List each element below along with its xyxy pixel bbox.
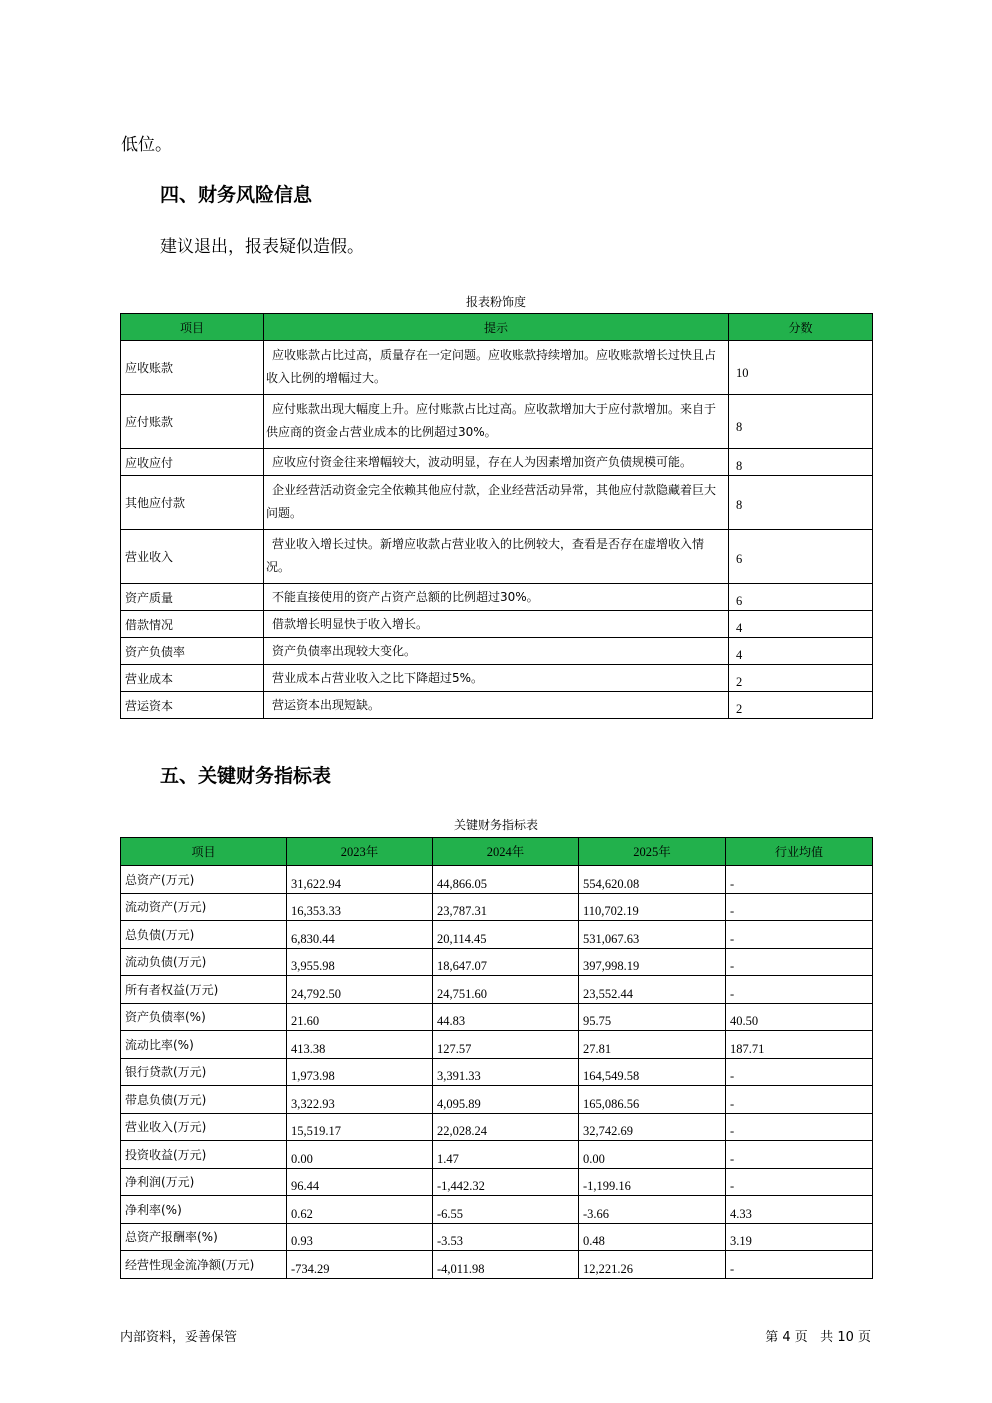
metric-value-cell: -3.66 [579,1196,726,1224]
metric-value-cell: 1.47 [433,1141,579,1169]
hint-text: 企业经营活动资金完全依赖其他应付款，企业经营活动异常，其他应付款隐藏着巨大问题。 [266,483,717,520]
metric-name-cell: 营业收入(万元) [121,1113,287,1141]
table-row [121,1223,873,1251]
hint-cell [264,638,729,665]
metric-value-cell: - [726,948,873,976]
metric-value-cell: 18,647.07 [433,948,579,976]
metric-name-cell: 净利率(%) [121,1196,287,1224]
table-row [121,976,873,1004]
metric-value-cell: - [726,1113,873,1141]
metric-value-cell: 3,391.33 [433,1058,579,1086]
metric-value-cell: 24,751.60 [433,976,579,1004]
hint-cell [264,692,729,719]
metric-value-cell: - [726,921,873,949]
header-cell: 行业均值 [726,838,873,866]
metric-value-cell: -1,199.16 [579,1168,726,1196]
metric-value-cell: 24,792.50 [287,976,433,1004]
metric-value-cell: 15,519.17 [287,1113,433,1141]
header-cell: 2025年 [579,838,726,866]
score-cell: 8 [729,476,873,530]
metric-value-cell: 165,086.56 [579,1086,726,1114]
hint-text: 不能直接使用的资产占资产总额的比例超过30%。 [272,590,539,604]
metric-name-cell: 资产负债率(%) [121,1003,287,1031]
metric-value-cell: 3,322.93 [287,1086,433,1114]
item-cell: 营业收入 [121,530,264,584]
metric-value-cell: - [726,866,873,894]
metric-value-cell: 397,998.19 [579,948,726,976]
item-cell: 其他应付款 [121,476,264,530]
hint-cell [264,530,729,584]
hint-text: 营运资本出现短缺。 [272,698,381,712]
table-row [121,665,873,692]
hint-cell [264,449,729,476]
metric-value-cell: - [726,893,873,921]
whitewash-table [120,313,873,719]
score-cell: 2 [729,665,873,692]
table-caption-key-metrics: 关键财务指标表 [453,818,538,832]
metric-name-cell: 总资产报酬率(%) [121,1223,287,1251]
header-cell: 2024年 [433,838,579,866]
table-row [121,1058,873,1086]
hint-text: 营业成本占营业收入之比下降超过5%。 [272,671,484,685]
metric-value-cell: 23,787.31 [433,893,579,921]
item-cell: 资产负债率 [121,638,264,665]
table-row [121,692,873,719]
item-cell: 应付账款 [121,395,264,449]
metric-value-cell: -4,011.98 [433,1251,579,1279]
table-row [121,948,873,976]
section-heading-risk: 四、财务风险信息 [160,184,313,206]
table-header-row [121,314,873,341]
table-caption-whitewash: 报表粉饰度 [465,295,526,309]
item-cell: 营运资本 [121,692,264,719]
metric-value-cell: - [726,1058,873,1086]
metric-value-cell: - [726,1251,873,1279]
metric-value-cell: 0.00 [287,1141,433,1169]
header-cell: 2023年 [287,838,433,866]
metric-value-cell: 6,830.44 [287,921,433,949]
table-row [121,530,873,584]
table-row [121,638,873,665]
hint-cell [264,395,729,449]
metric-name-cell: 所有者权益(万元) [121,976,287,1004]
metric-value-cell: 31,622.94 [287,866,433,894]
metric-value-cell: 12,221.26 [579,1251,726,1279]
table-row [121,395,873,449]
metric-value-cell: - [726,1086,873,1114]
metric-value-cell: -3.53 [433,1223,579,1251]
header-cell: 项目 [121,838,287,866]
hint-text: 资产负债率出现较大变化。 [272,644,417,658]
score-cell: 10 [729,341,873,395]
table-row [121,1003,873,1031]
score-cell: 4 [729,611,873,638]
metric-value-cell: 413.38 [287,1031,433,1059]
metric-value-cell: 0.00 [579,1141,726,1169]
score-cell: 6 [729,584,873,611]
metric-value-cell: 0.48 [579,1223,726,1251]
item-cell: 应收账款 [121,341,264,395]
metric-name-cell: 带息负债(万元) [121,1086,287,1114]
metric-value-cell: 16,353.33 [287,893,433,921]
metric-value-cell: - [726,1168,873,1196]
metric-value-cell: 531,067.63 [579,921,726,949]
metric-value-cell: 187.71 [726,1031,873,1059]
metric-value-cell: 20,114.45 [433,921,579,949]
metric-value-cell: 110,702.19 [579,893,726,921]
hint-cell [264,611,729,638]
score-cell: 4 [729,638,873,665]
table-row [121,611,873,638]
metric-value-cell: 96.44 [287,1168,433,1196]
metric-value-cell: -6.55 [433,1196,579,1224]
item-cell: 营业成本 [121,665,264,692]
metric-value-cell: - [726,976,873,1004]
header-cell: 提示 [264,314,729,341]
table-row [121,584,873,611]
table-row [121,1196,873,1224]
metric-value-cell: - [726,1141,873,1169]
key-metrics-table [120,837,873,1279]
footer-page-number: 第 4 页 共 10 页 [765,1330,871,1345]
metric-name-cell: 银行贷款(万元) [121,1058,287,1086]
footer-confidential: 内部资料，妥善保管 [120,1330,238,1345]
hint-text: 应收账款占比过高，质量存在一定问题。应收账款持续增加。应收账款增长过快且占收入比例的增幅过大。 [266,348,717,385]
header-cell: 分数 [729,314,873,341]
hint-cell [264,341,729,395]
table-row [121,866,873,894]
metric-name-cell: 总资产(万元) [121,866,287,894]
hint-text: 应收应付资金往来增幅较大，波动明显，存在人为因素增加资产负债规模可能。 [272,455,693,469]
metric-name-cell: 经营性现金流净额(万元) [121,1251,287,1279]
table-row [121,921,873,949]
metric-value-cell: 3,955.98 [287,948,433,976]
continued-text: 低位。 [121,135,172,155]
table-row [121,449,873,476]
item-cell: 资产质量 [121,584,264,611]
metric-value-cell: 22,028.24 [433,1113,579,1141]
metric-value-cell: 40.50 [726,1003,873,1031]
metric-value-cell: 23,552.44 [579,976,726,1004]
score-cell: 6 [729,530,873,584]
metric-value-cell: 127.57 [433,1031,579,1059]
metric-value-cell: 4.33 [726,1196,873,1224]
table-row [121,1031,873,1059]
metric-value-cell: 27.81 [579,1031,726,1059]
metric-name-cell: 总负债(万元) [121,921,287,949]
score-cell: 8 [729,449,873,476]
item-cell: 应收应付 [121,449,264,476]
table-row [121,1086,873,1114]
metric-name-cell: 流动资产(万元) [121,893,287,921]
metric-value-cell: 44.83 [433,1003,579,1031]
metric-value-cell: 44,866.05 [433,866,579,894]
metric-value-cell: 1,973.98 [287,1058,433,1086]
metric-name-cell: 流动负债(万元) [121,948,287,976]
metric-value-cell: -1,442.32 [433,1168,579,1196]
table-row [121,341,873,395]
table-row [121,1168,873,1196]
metric-name-cell: 净利润(万元) [121,1168,287,1196]
score-cell: 8 [729,395,873,449]
table-row [121,893,873,921]
metric-value-cell: 21.60 [287,1003,433,1031]
header-cell: 项目 [121,314,264,341]
metric-value-cell: -734.29 [287,1251,433,1279]
metric-value-cell: 32,742.69 [579,1113,726,1141]
metric-value-cell: 3.19 [726,1223,873,1251]
metric-value-cell: 0.93 [287,1223,433,1251]
score-cell: 2 [729,692,873,719]
hint-cell [264,584,729,611]
item-cell: 借款情况 [121,611,264,638]
metric-name-cell: 投资收益(万元) [121,1141,287,1169]
metric-value-cell: 0.62 [287,1196,433,1224]
metric-value-cell: 4,095.89 [433,1086,579,1114]
metric-value-cell: 95.75 [579,1003,726,1031]
metric-value-cell: 164,549.58 [579,1058,726,1086]
hint-text: 应付账款出现大幅度上升。应付账款占比过高。应收款增加大于应付款增加。来自于供应商的资金占营业成本的比例超过30%。 [266,402,717,439]
hint-text: 借款增长明显快于收入增长。 [272,617,429,631]
hint-cell [264,476,729,530]
metric-value-cell: 554,620.08 [579,866,726,894]
advice-paragraph: 建议退出，报表疑似造假。 [160,237,364,257]
table-row [121,1141,873,1169]
metric-name-cell: 流动比率(%) [121,1031,287,1059]
table-row [121,1113,873,1141]
table-header-row [121,838,873,866]
hint-text: 营业收入增长过快。新增应收款占营业收入的比例较大，查看是否存在虚增收入情况。 [266,537,705,574]
section-heading-key-metrics: 五、关键财务指标表 [160,765,332,787]
table-row [121,1251,873,1279]
table-row [121,476,873,530]
hint-cell [264,665,729,692]
